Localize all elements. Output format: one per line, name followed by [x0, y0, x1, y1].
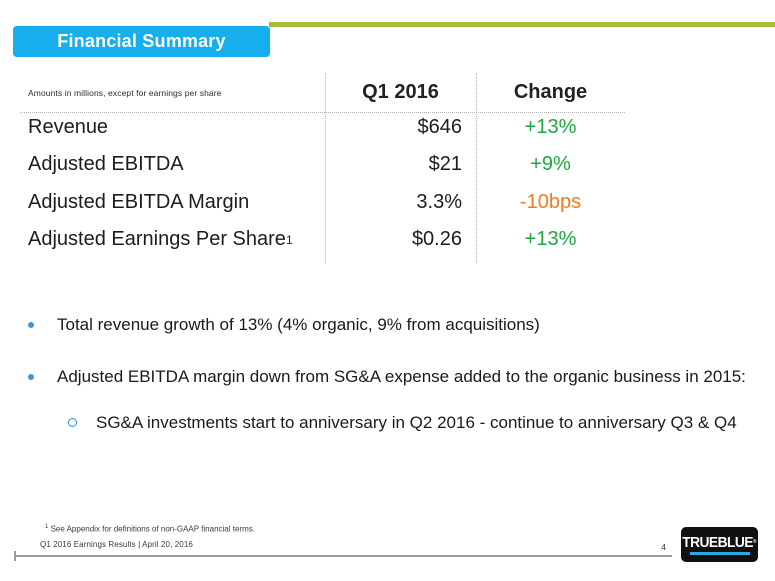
table-row-value: $0.26 [411, 228, 462, 251]
column-header-q1-2016: Q1 2016 [362, 81, 439, 103]
table-row-label [20, 146, 325, 184]
row-label-text: Adjusted Earnings Per Share [28, 228, 286, 251]
row-label-text: Adjusted EBITDA Margin [28, 190, 250, 213]
table-row-change: +9% [530, 153, 571, 176]
footer-divider-tick [14, 551, 16, 561]
footer-divider-line [15, 555, 672, 557]
circle-bullet-icon [68, 418, 77, 427]
bullet-dot-icon [28, 322, 34, 328]
title-banner [13, 26, 270, 57]
table-row-value: $21 [428, 153, 462, 176]
trueblue-logo [681, 527, 758, 562]
registered-trademark-icon: ® [753, 538, 757, 545]
table-caption: Amounts in millions, except for earnings per share [28, 87, 222, 98]
logo-wordmark: TRUEBLUE [682, 533, 754, 551]
row-label-text: Revenue [28, 115, 109, 138]
table-grid [20, 71, 625, 259]
footnote-text: See Appendix for definitions of non-GAAP financial terms. [48, 524, 255, 534]
logo-underline [690, 552, 750, 555]
bullet-item [0, 366, 775, 388]
table-row-change: -10bps [519, 190, 582, 213]
row-label-text: Adjusted EBITDA [28, 153, 184, 176]
column-header-change: Change [513, 81, 588, 103]
table-row-label [20, 184, 325, 222]
trueblue-logo-text [682, 535, 756, 550]
table-row-label: Adjusted Earnings Per Share 1 [28, 228, 293, 251]
sub-bullet-text: SG&A investments start to anniversary in Q2 2016 - continue to anniversary Q3 & Q4 [96, 413, 737, 432]
sub-bullet-item [0, 412, 775, 434]
footnote [45, 524, 255, 534]
bullet-text: Total revenue growth of 13% (4% organic, 9% from acquisitions) [57, 315, 540, 334]
table-row-value: $646 [417, 115, 462, 138]
bullet-item [0, 314, 775, 336]
financial-summary-table [20, 71, 625, 263]
table-row-value: 3.3% [416, 190, 462, 213]
bullet-dot-icon [28, 374, 34, 380]
table-row-change: +13% [524, 228, 577, 251]
footnote-marker: 1 [45, 524, 49, 530]
page-number: 4 [661, 542, 666, 552]
page-title: Financial Summary [57, 31, 226, 51]
footer-text: Q1 2016 Earnings Results | April 20, 2016 [40, 540, 193, 549]
bullet-text: Adjusted EBITDA margin down from SG&A expense added to the organic business in 2015: [57, 367, 746, 386]
table-row-change: +13% [524, 115, 577, 138]
table-row-label [20, 109, 325, 147]
accent-line [269, 22, 775, 27]
